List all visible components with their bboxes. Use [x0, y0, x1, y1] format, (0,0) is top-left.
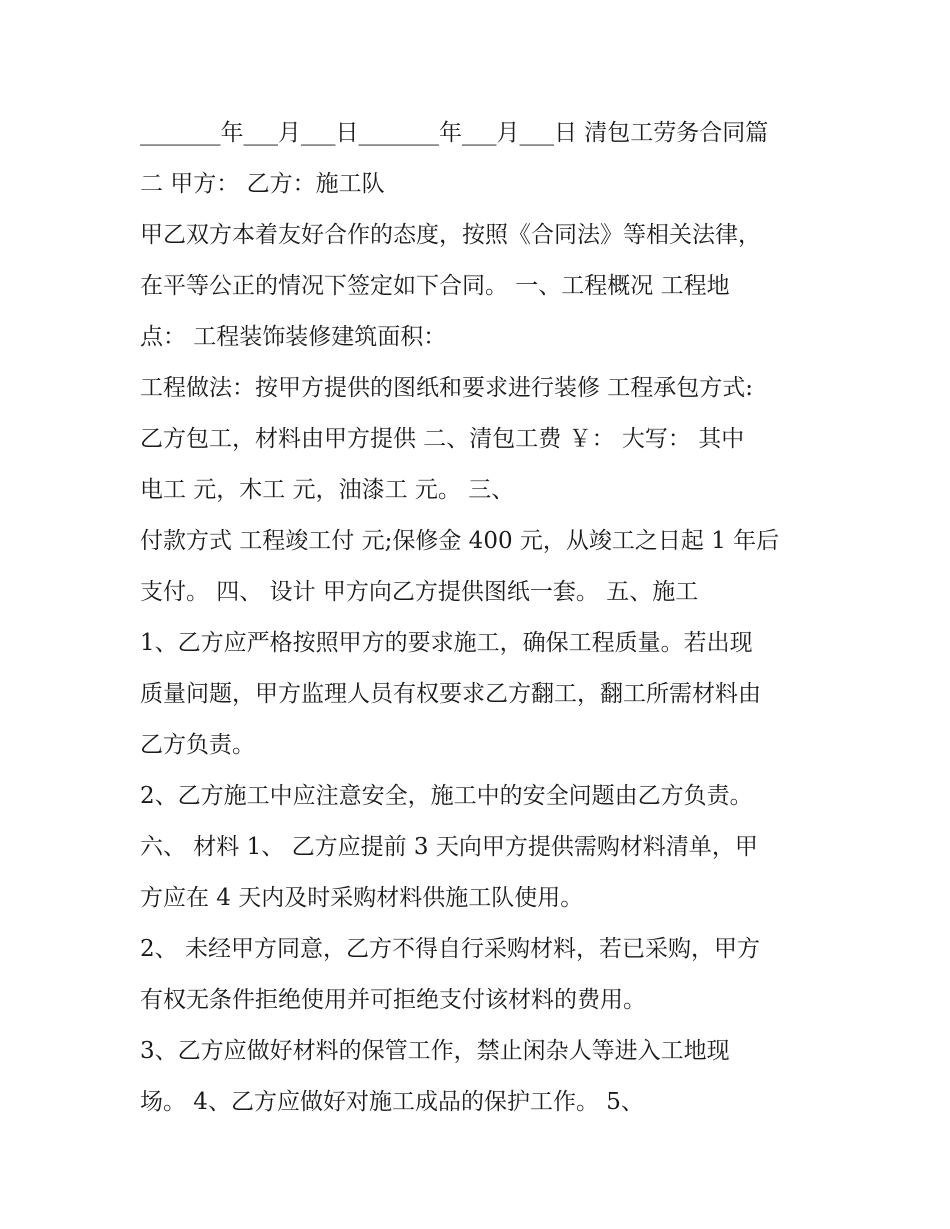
- text-line: 甲乙双方本着友好合作的态度，按照《合同法》等相关法律，: [140, 222, 761, 248]
- text-line: 场。 4、乙方应做好对施工成品的保护工作。 5、: [140, 1089, 644, 1115]
- contract-text: [140, 108, 820, 1128]
- text-line: 工程做法：按甲方提供的图纸和要求进行装修 工程承包方式:: [140, 375, 754, 401]
- text-line: 方应在 4 天内及时采购材料供施工队使用。: [140, 885, 584, 911]
- text-line: 质量问题，甲方监理人员有权要求乙方翻工，翻工所需材料由: [140, 681, 761, 707]
- text-line: 电工 元，木工 元，油漆工 元。 三、: [140, 477, 515, 503]
- text-line: 六、 材料 1、 乙方应提前 3 天向甲方提供需购材料清单，甲: [140, 834, 758, 860]
- text-line: 二 甲方： 乙方：施工队: [140, 171, 385, 197]
- text-line: 1、乙方应严格按照甲方的要求施工，确保工程质量。若出现: [140, 630, 753, 656]
- text-line: 在平等公正的情况下签定如下合同。 一、工程概况 工程地: [140, 273, 730, 299]
- text-line: 付款方式 工程竣工付 元;保修金 400 元，从竣工之日起 1 年后: [140, 528, 780, 554]
- text-line: 2、 未经甲方同意，乙方不得自行采购材料，若已采购，甲方: [140, 936, 760, 962]
- text-line: 乙方包工，材料由甲方提供 二、清包工费 ￥： 大写： 其中: [140, 426, 745, 452]
- text-line: 3、乙方应做好材料的保管工作，禁止闲杂人等进入工地现: [140, 1038, 730, 1064]
- text-line: 点： 工程装饰装修建筑面积：: [140, 324, 447, 350]
- text-line: 支付。 四、 设计 甲方向乙方提供图纸一套。 五、施工: [140, 579, 699, 605]
- text-line: 有权无条件拒绝使用并可拒绝支付该材料的费用。: [140, 987, 646, 1013]
- text-line: 乙方负责。: [140, 732, 255, 758]
- text-line: _______年___月___日_______年___月___日 清包工劳务合同篇: [140, 120, 769, 146]
- text-line: 2、乙方施工中应注意安全，施工中的安全问题由乙方负责。: [140, 783, 753, 809]
